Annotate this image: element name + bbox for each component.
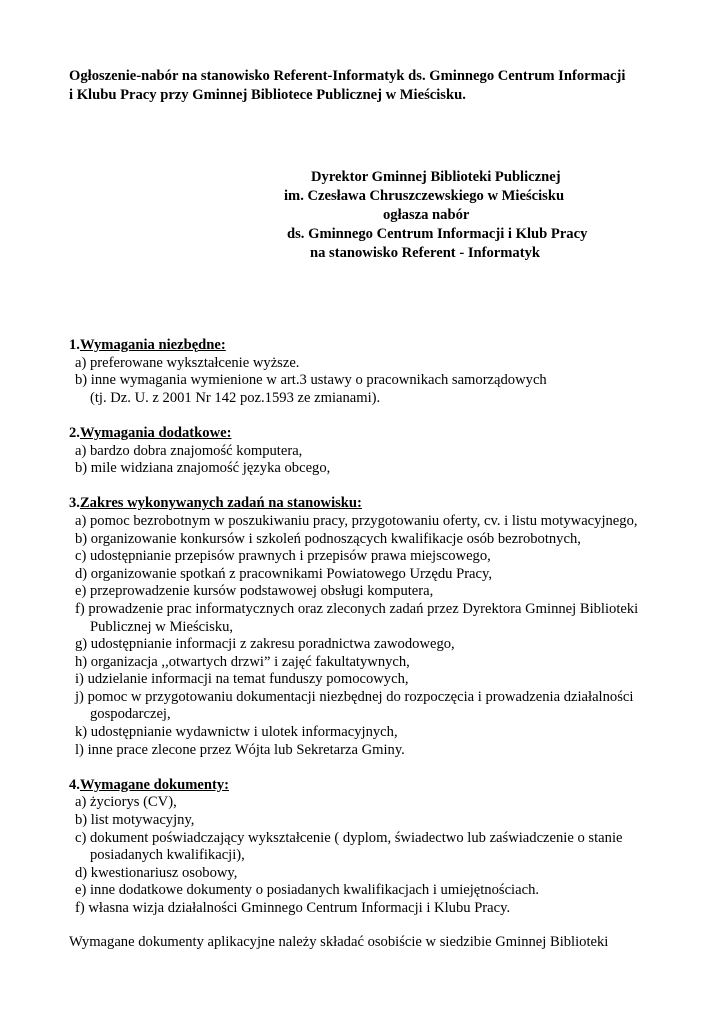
list-item (69, 443, 709, 461)
list-item (69, 830, 709, 865)
list-item (69, 372, 709, 407)
list-item-text: a) pomoc bezrobotnym w poszukiwaniu pracy, przygotowaniu oferty, cv. i listu motywacyjnego, (75, 512, 638, 529)
list-item-text: c) dokument poświadczający wykształcenie ( dyplom, świadectwo lub zaświadczenie o stanie (75, 829, 623, 846)
section-heading-text: Wymagania dodatkowe: (79, 424, 232, 441)
list-item (69, 794, 709, 812)
announcement-title (69, 67, 689, 105)
list-item (69, 355, 709, 373)
section-4 (69, 777, 709, 918)
list-item-text: d) kwestionariusz osobowy, (75, 864, 238, 881)
list-item-continuation: Publicznej w Mieścisku, (90, 618, 234, 635)
list-item-text: e) inne dodatkowe dokumenty o posiadanych kwalifikacjach i umiejętnościach. (75, 882, 540, 899)
list-item-text: f) własna wizja działalności Gminnego Centrum Informacji i Klubu Pracy. (75, 900, 511, 916)
section-heading-text: Wymagania niezbędne: (79, 337, 226, 353)
list-item (69, 460, 709, 478)
list-item-text: b) organizowanie konkursów i szkoleń podnoszących kwalifikacje osób bezrobotnych, (75, 530, 581, 547)
list-item (69, 689, 709, 724)
section-heading-text: Wymagane dokumenty: (79, 776, 230, 793)
list-item (69, 566, 709, 584)
list-item-text: b) mile widziana znajomość języka obcego, (75, 460, 331, 477)
section-number: 1. (69, 337, 80, 353)
list-item-text: a) życiorys (CV), (75, 794, 177, 811)
list-item-text: b) inne wymagania wymienione w art.3 ustawy o pracownikach samorządowych (75, 372, 547, 389)
list-item (69, 531, 709, 549)
section-heading-text: Zakres wykonywanych zadań na stanowisku: (79, 495, 362, 512)
list-item-text: b) list motywacyjny, (75, 812, 195, 829)
list-item (69, 865, 709, 883)
director-line-1: Dyrektor Gminnej Biblioteki Publicznej (311, 169, 561, 185)
director-line-5: na stanowisko Referent - Informatyk (310, 245, 540, 261)
list-item-text: j) pomoc w przygotowaniu dokumentacji niezbędnej do rozpoczęcia i prowadzenia działalności (75, 688, 634, 705)
list-item-text: e) przeprowadzenie kursów podstawowej obsługi komputera, (75, 583, 434, 600)
list-item (69, 601, 709, 636)
list-item (69, 812, 709, 830)
list-item-continuation: posiadanych kwalifikacji), (90, 847, 245, 864)
list-item (69, 724, 709, 742)
list-item (69, 583, 709, 601)
section-number: 2. (69, 424, 80, 441)
list-item (69, 654, 709, 672)
list-item-text: f) prowadzenie prac informatycznych oraz zleconych zadań przez Dyrektora Gminnej Biblioteki (75, 600, 639, 617)
list-item-text: k) udostępnianie wydawnictw i ulotek informacyjnych, (75, 724, 398, 741)
section-heading (69, 425, 709, 443)
section-2 (69, 425, 709, 478)
title-line-1: Ogłoszenie-nabór na stanowisko Referent-Informatyk ds. Gminnego Centrum Informacji (69, 68, 626, 84)
list-item-text: d) organizowanie spotkań z pracownikami Powiatowego Urzędu Pracy, (75, 565, 493, 582)
section-3 (69, 495, 709, 759)
list-item (69, 548, 709, 566)
section-heading (69, 777, 709, 795)
footer-note: Wymagane dokumenty aplikacyjne należy składać osobiście w siedzibie Gminnej Biblioteki (69, 934, 609, 950)
director-line-2: im. Czesława Chruszczewskiego w Mieścisku (284, 188, 565, 204)
title-line-2: i Klubu Pracy przy Gminnej Bibliotece Publicznej w Mieścisku. (69, 87, 466, 103)
section-heading (69, 495, 709, 513)
list-item (69, 882, 709, 900)
section-number: 4. (69, 776, 80, 793)
list-item (69, 742, 709, 760)
list-item-text: h) organizacja ,,otwartych drzwi” i zajęć fakultatywnych, (75, 653, 410, 670)
list-item (69, 900, 709, 918)
list-item-continuation: (tj. Dz. U. z 2001 Nr 142 poz.1593 ze zmianami). (90, 389, 381, 406)
list-item-text: g) udostępnianie informacji z zakresu poradnictwa zawodowego, (75, 636, 455, 653)
list-item-text: c) udostępnianie przepisów prawnych i przepisów prawa miejscowego, (75, 548, 491, 565)
section-heading (69, 337, 709, 355)
list-item-text: i) udzielanie informacji na temat funduszy pomocowych, (75, 671, 409, 688)
list-item-text: l) inne prace zlecone przez Wójta lub Sekretarza Gminy. (75, 741, 405, 758)
director-line-4: ds. Gminnego Centrum Informacji i Klub Pracy (287, 226, 588, 242)
section-1 (69, 337, 709, 407)
list-item (69, 671, 709, 689)
list-item-text: a) preferowane wykształcenie wyższe. (75, 354, 300, 371)
list-item-continuation: gospodarczej, (90, 706, 171, 723)
list-item (69, 513, 709, 531)
list-item-text: a) bardzo dobra znajomość komputera, (75, 442, 303, 459)
section-number: 3. (69, 495, 80, 512)
requirements-sections (69, 337, 709, 918)
list-item (69, 636, 709, 654)
director-line-3: ogłasza nabór (383, 207, 470, 223)
